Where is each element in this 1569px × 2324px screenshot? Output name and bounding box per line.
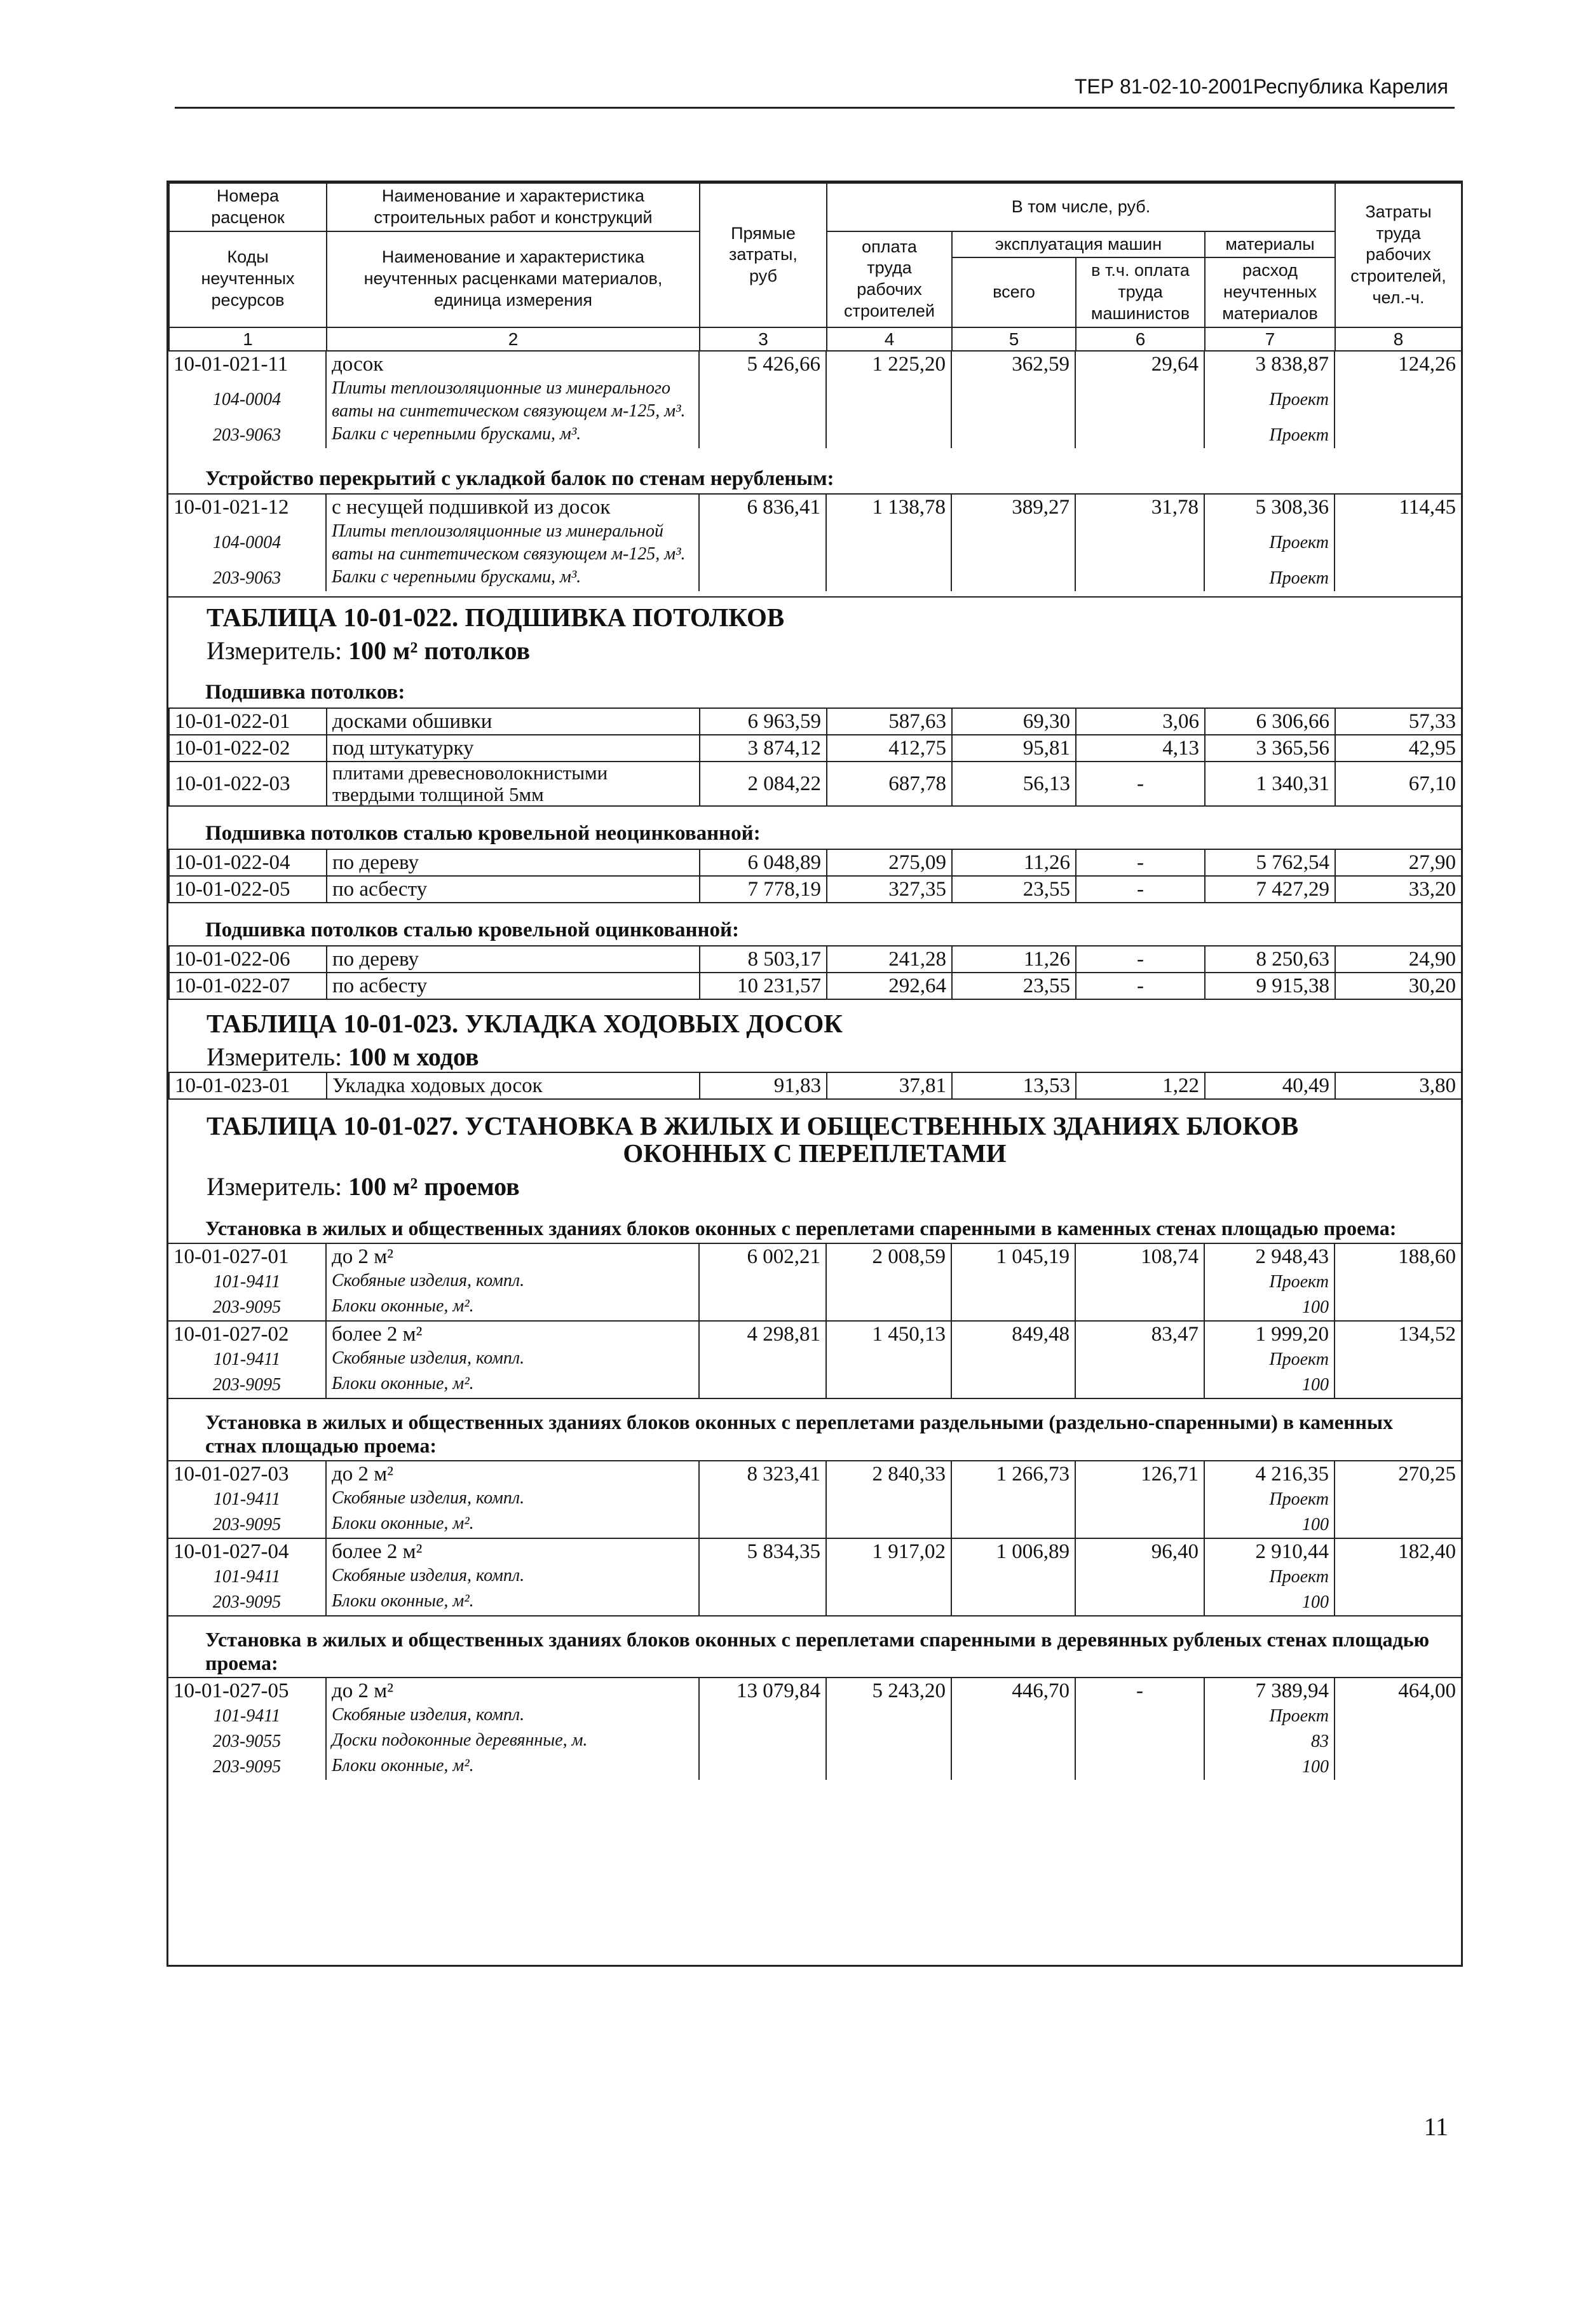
table-title: ТАБЛИЦА 10-01-022. ПОДШИВКА ПОТОЛКОВ bbox=[168, 596, 1461, 631]
materials-cost: 1 340,31 bbox=[1205, 762, 1335, 806]
machines-cost: 11,26 bbox=[952, 849, 1076, 876]
col1-bottom-header: Коды неучтенных ресурсов bbox=[169, 231, 327, 327]
material-value: 100 bbox=[1204, 1295, 1335, 1321]
col4-header: оплата труда рабочих строителей bbox=[827, 231, 952, 327]
resource-code: 203-9063 bbox=[212, 568, 282, 589]
col-number: 1 bbox=[169, 327, 327, 351]
resource-code: 203-9095 bbox=[212, 1297, 282, 1318]
table-row bbox=[168, 1321, 1461, 1347]
col3-header: Прямые затраты, руб bbox=[700, 183, 827, 327]
material-value: 100 bbox=[1204, 1372, 1335, 1398]
doc-code: ТЕР 81-02-10-2001 bbox=[1074, 75, 1253, 98]
table-row bbox=[168, 1461, 1461, 1487]
machinists-cost: - bbox=[1076, 946, 1205, 973]
material-row bbox=[168, 1269, 1461, 1295]
rows-022-group3 bbox=[168, 945, 1462, 1000]
labor-cost: 2 840,33 bbox=[826, 1461, 951, 1487]
meter-line bbox=[207, 636, 1461, 666]
rate-code: 10-01-027-02 bbox=[173, 1323, 289, 1346]
labor-cost: 1 138,78 bbox=[826, 494, 951, 520]
material-row bbox=[168, 423, 1461, 448]
rate-code: 10-01-022-03 bbox=[169, 762, 327, 806]
material-name: Скобяные изделия, компл. bbox=[326, 1564, 699, 1590]
machines-cost: 1 266,73 bbox=[951, 1461, 1075, 1487]
materials-cost: 6 306,66 bbox=[1205, 708, 1335, 735]
col8-header: Затраты труда рабочих строителей, чел.-ч. bbox=[1335, 183, 1462, 327]
col-number: 5 bbox=[952, 327, 1076, 351]
material-value: 100 bbox=[1204, 1590, 1335, 1615]
machines-cost: 1 006,89 bbox=[951, 1538, 1075, 1564]
rate-name: более 2 м² bbox=[326, 1538, 699, 1564]
meter-label: Измеритель: bbox=[207, 636, 343, 666]
rates-table bbox=[166, 181, 1463, 1967]
group-title: Устройство перекрытий с укладкой балок по стенам нерубленым: bbox=[205, 467, 834, 490]
rate-code: 10-01-022-06 bbox=[169, 946, 327, 973]
col-number: 4 bbox=[827, 327, 952, 351]
machines-cost: 23,55 bbox=[952, 876, 1076, 903]
group-title: Установка в жилых и общественных зданиях блоков оконных с переплетами раздельными (раздельно-спаренными) в каменных стнах площадью проема: bbox=[168, 1398, 1461, 1460]
material-value: Проект bbox=[1204, 566, 1335, 591]
resource-code: 104-0004 bbox=[212, 533, 282, 553]
table-row bbox=[168, 1538, 1461, 1564]
labor-hours: 24,90 bbox=[1335, 946, 1462, 973]
col-number: 3 bbox=[700, 327, 827, 351]
machines-cost: 849,48 bbox=[951, 1321, 1075, 1347]
materials-cost: 9 915,38 bbox=[1205, 973, 1335, 999]
material-row bbox=[168, 1372, 1461, 1398]
machines-cost: 1 045,19 bbox=[951, 1243, 1075, 1269]
rate-code: 10-01-027-04 bbox=[173, 1540, 289, 1563]
material-row bbox=[168, 1295, 1461, 1321]
labor-hours: 270,25 bbox=[1335, 1461, 1461, 1487]
direct-cost: 6 963,59 bbox=[700, 708, 827, 735]
rate-name: по дереву bbox=[327, 946, 700, 973]
material-value: Проект bbox=[1204, 1704, 1335, 1729]
direct-cost: 3 874,12 bbox=[700, 735, 827, 762]
meter-line bbox=[207, 1042, 1461, 1072]
direct-cost: 8 323,41 bbox=[699, 1461, 826, 1487]
table-row bbox=[169, 1072, 1462, 1099]
group-title: Установка в жилых и общественных зданиях блоков оконных с переплетами спаренными в деревянных рубленых стенах площадью проема: bbox=[168, 1615, 1461, 1678]
machines-cost: 389,27 bbox=[951, 494, 1075, 520]
material-row bbox=[168, 566, 1461, 591]
table-row bbox=[168, 352, 1461, 377]
labor-cost: 412,75 bbox=[827, 735, 952, 762]
group-title: Подшивка потолков сталью кровельной неоцинкованной: bbox=[205, 822, 761, 845]
rate-code: 10-01-022-04 bbox=[169, 849, 327, 876]
material-name: Скобяные изделия, компл. bbox=[326, 1347, 699, 1372]
labor-hours: 464,00 bbox=[1335, 1678, 1461, 1704]
machinists-cost: - bbox=[1076, 762, 1205, 806]
material-name: Плиты теплоизоляционные из минерального ваты на синтетическом связующем м-125, м³. bbox=[326, 377, 699, 423]
direct-cost: 10 231,57 bbox=[700, 973, 827, 999]
labor-cost: 37,81 bbox=[827, 1072, 952, 1099]
col2-top-header: Наименование и характеристика строительных работ и конструкций bbox=[327, 183, 700, 231]
machinists-cost: - bbox=[1075, 1678, 1204, 1704]
meter-label: Измеритель: bbox=[207, 1042, 343, 1072]
labor-hours: 114,45 bbox=[1335, 494, 1461, 520]
resource-code: 203-9095 bbox=[212, 1757, 282, 1777]
rate-name: по асбесту bbox=[327, 876, 700, 903]
material-value: Проект bbox=[1204, 423, 1335, 448]
material-name: Доски подоконные деревянные, м. bbox=[326, 1729, 699, 1754]
rate-code: 10-01-021-11 bbox=[173, 352, 289, 376]
meter-value: 100 м² проемов bbox=[348, 1172, 520, 1201]
material-row bbox=[168, 1754, 1461, 1780]
labor-hours: 124,26 bbox=[1335, 352, 1461, 377]
material-row bbox=[168, 1590, 1461, 1615]
resource-code: 101-9411 bbox=[213, 1489, 281, 1509]
table-row bbox=[168, 494, 1461, 520]
rows-027-group3 bbox=[168, 1677, 1461, 1780]
labor-hours: 30,20 bbox=[1335, 973, 1462, 999]
table-row bbox=[169, 849, 1462, 876]
region-name: Республика Карелия bbox=[1253, 75, 1448, 98]
table-title: ТАБЛИЦА 10-01-027. УСТАНОВКА В ЖИЛЫХ И ОБЩЕСТВЕННЫХ ЗДАНИЯХ БЛОКОВ bbox=[207, 1111, 1299, 1141]
rate-code: 10-01-027-01 bbox=[173, 1245, 289, 1269]
table-title-line2: ОКОННЫХ С ПЕРЕПЛЕТАМИ bbox=[623, 1138, 1007, 1168]
material-value: Проект bbox=[1204, 1269, 1335, 1295]
machinists-cost: - bbox=[1076, 849, 1205, 876]
machines-cost: 362,59 bbox=[951, 352, 1075, 377]
rows-022-group1 bbox=[168, 707, 1462, 807]
rate-name: досками обшивки bbox=[327, 708, 700, 735]
table-header bbox=[168, 182, 1462, 352]
material-value: Проект bbox=[1204, 1564, 1335, 1590]
labor-hours: 67,10 bbox=[1335, 762, 1462, 806]
labor-cost: 687,78 bbox=[827, 762, 952, 806]
labor-cost: 587,63 bbox=[827, 708, 952, 735]
machinists-cost: 96,40 bbox=[1075, 1538, 1204, 1564]
material-name: Скобяные изделия, компл. bbox=[326, 1269, 699, 1295]
group-title: Подшивка потолков: bbox=[205, 681, 405, 704]
material-name: Скобяные изделия, компл. bbox=[326, 1704, 699, 1729]
rate-name: до 2 м² bbox=[326, 1461, 699, 1487]
labor-cost: 292,64 bbox=[827, 973, 952, 999]
table-title: ТАБЛИЦА 10-01-023. УКЛАДКА ХОДОВЫХ ДОСОК bbox=[207, 1009, 843, 1039]
labor-hours: 182,40 bbox=[1335, 1538, 1461, 1564]
material-value: Проект bbox=[1204, 377, 1335, 423]
rate-name: по дереву bbox=[327, 849, 700, 876]
running-header bbox=[1075, 75, 1448, 99]
meter-line bbox=[207, 1172, 1461, 1201]
machines-cost: 95,81 bbox=[952, 735, 1076, 762]
material-value: 83 bbox=[1204, 1729, 1335, 1754]
resource-code: 203-9095 bbox=[212, 1592, 282, 1612]
material-name: Блоки оконные, м². bbox=[326, 1512, 699, 1538]
table-row bbox=[168, 1678, 1461, 1704]
machines-cost: 11,26 bbox=[952, 946, 1076, 973]
col-number: 8 bbox=[1335, 327, 1462, 351]
rate-name: Укладка ходовых досок bbox=[327, 1072, 700, 1099]
rate-name: более 2 м² bbox=[326, 1321, 699, 1347]
direct-cost: 6 836,41 bbox=[699, 494, 826, 520]
materials-cost: 4 216,35 bbox=[1204, 1461, 1335, 1487]
rate-name: с несущей подшивкой из досок bbox=[326, 494, 699, 520]
material-name: Блоки оконные, м². bbox=[326, 1754, 699, 1780]
labor-cost: 1 450,13 bbox=[826, 1321, 951, 1347]
machinists-cost: 4,13 bbox=[1076, 735, 1205, 762]
col-number: 7 bbox=[1205, 327, 1335, 351]
machinists-cost: - bbox=[1076, 876, 1205, 903]
material-name: Плиты теплоизоляционные из минеральной ваты на синтетическом связующем м-125, м³. bbox=[326, 520, 699, 566]
machinists-cost: 3,06 bbox=[1076, 708, 1205, 735]
rate-block-021-12 bbox=[168, 493, 1461, 591]
labor-hours: 188,60 bbox=[1335, 1243, 1461, 1269]
material-name: Блоки оконные, м². bbox=[326, 1295, 699, 1321]
col-number: 2 bbox=[327, 327, 700, 351]
rows-027-group1 bbox=[168, 1243, 1461, 1398]
direct-cost: 5 834,35 bbox=[699, 1538, 826, 1564]
material-row bbox=[168, 1729, 1461, 1754]
direct-cost: 91,83 bbox=[700, 1072, 827, 1099]
meter-value: 100 м ходов bbox=[348, 1042, 479, 1072]
machines-cost: 13,53 bbox=[952, 1072, 1076, 1099]
material-name: Скобяные изделия, компл. bbox=[326, 1487, 699, 1512]
material-value: Проект bbox=[1204, 520, 1335, 566]
meter-value: 100 м² потолков bbox=[348, 636, 531, 666]
col7-header: расход неучтенных материалов bbox=[1205, 257, 1335, 327]
table-row bbox=[169, 973, 1462, 999]
machinists-cost: 83,47 bbox=[1075, 1321, 1204, 1347]
material-value: Проект bbox=[1204, 1347, 1335, 1372]
col-number: 6 bbox=[1076, 327, 1205, 351]
direct-cost: 5 426,66 bbox=[699, 352, 826, 377]
group-title: Установка в жилых и общественных зданиях блоков оконных с переплетами спаренными в каменных стенах площадью проема: bbox=[205, 1217, 1397, 1240]
materials-cost: 1 999,20 bbox=[1204, 1321, 1335, 1347]
material-row bbox=[168, 1512, 1461, 1538]
materials-header: материалы bbox=[1205, 231, 1335, 258]
col6-header: в т.ч. оплата труда машинистов bbox=[1076, 257, 1205, 327]
material-name: Балки с черепными брусками, м³. bbox=[326, 566, 699, 591]
materials-cost: 5 762,54 bbox=[1205, 849, 1335, 876]
table-row bbox=[169, 876, 1462, 903]
material-row bbox=[168, 377, 1461, 423]
rate-code: 10-01-023-01 bbox=[169, 1072, 327, 1099]
materials-cost: 2 910,44 bbox=[1204, 1538, 1335, 1564]
material-name: Блоки оконные, м². bbox=[326, 1590, 699, 1615]
meter-label: Измеритель: bbox=[207, 1172, 343, 1201]
resource-code: 101-9411 bbox=[213, 1706, 281, 1726]
machinists-cost: 126,71 bbox=[1075, 1461, 1204, 1487]
material-name: Балки с черепными брусками, м³. bbox=[326, 423, 699, 448]
labor-cost: 327,35 bbox=[827, 876, 952, 903]
rate-code: 10-01-027-05 bbox=[173, 1679, 289, 1703]
labor-cost: 241,28 bbox=[827, 946, 952, 973]
machinists-cost: 29,64 bbox=[1075, 352, 1204, 377]
material-value: 100 bbox=[1204, 1512, 1335, 1538]
labor-cost: 2 008,59 bbox=[826, 1243, 951, 1269]
machines-cost: 23,55 bbox=[952, 973, 1076, 999]
rows-022-group2 bbox=[168, 849, 1462, 903]
including-header: В том числе, руб. bbox=[827, 183, 1335, 231]
rows-027-group2 bbox=[168, 1460, 1461, 1615]
direct-cost: 13 079,84 bbox=[699, 1678, 826, 1704]
rate-name: по асбесту bbox=[327, 973, 700, 999]
direct-cost: 4 298,81 bbox=[699, 1321, 826, 1347]
materials-cost: 7 389,94 bbox=[1204, 1678, 1335, 1704]
table-row bbox=[168, 1243, 1461, 1269]
machinists-cost: 108,74 bbox=[1075, 1243, 1204, 1269]
table-row bbox=[169, 735, 1462, 762]
table-row bbox=[169, 762, 1462, 806]
group-title: Подшивка потолков сталью кровельной оцинкованной: bbox=[205, 919, 740, 942]
direct-cost: 2 084,22 bbox=[700, 762, 827, 806]
labor-cost: 275,09 bbox=[827, 849, 952, 876]
rate-name: до 2 м² bbox=[326, 1678, 699, 1704]
materials-cost: 2 948,43 bbox=[1204, 1243, 1335, 1269]
materials-cost: 8 250,63 bbox=[1205, 946, 1335, 973]
resource-code: 203-9095 bbox=[212, 1375, 282, 1395]
materials-cost: 5 308,36 bbox=[1204, 494, 1335, 520]
labor-hours: 3,80 bbox=[1335, 1072, 1462, 1099]
material-value: 100 bbox=[1204, 1754, 1335, 1780]
resource-code: 104-0004 bbox=[212, 389, 282, 409]
material-row bbox=[168, 1564, 1461, 1590]
rate-name: плитами древесноволокнистыми твердыми толщиной 5мм bbox=[327, 762, 700, 806]
machinists-cost: - bbox=[1076, 973, 1205, 999]
rate-name: под штукатурку bbox=[327, 735, 700, 762]
table-row bbox=[169, 708, 1462, 735]
rate-code: 10-01-022-07 bbox=[169, 973, 327, 999]
machines-cost: 446,70 bbox=[951, 1678, 1075, 1704]
machines-cost: 69,30 bbox=[952, 708, 1076, 735]
labor-cost: 1 225,20 bbox=[826, 352, 951, 377]
material-value: Проект bbox=[1204, 1487, 1335, 1512]
direct-cost: 6 048,89 bbox=[700, 849, 827, 876]
machines-header: эксплуатация машин bbox=[952, 231, 1205, 258]
resource-code: 101-9411 bbox=[213, 1350, 281, 1370]
resource-code: 203-9055 bbox=[212, 1732, 282, 1752]
rate-code: 10-01-022-05 bbox=[169, 876, 327, 903]
machinists-cost: 31,78 bbox=[1075, 494, 1204, 520]
col5-header: всего bbox=[952, 257, 1076, 327]
labor-cost: 5 243,20 bbox=[826, 1678, 951, 1704]
resource-code: 101-9411 bbox=[213, 1272, 281, 1292]
material-name: Блоки оконные, м². bbox=[326, 1372, 699, 1398]
resource-code: 101-9411 bbox=[213, 1566, 281, 1587]
table-row bbox=[169, 946, 1462, 973]
material-row bbox=[168, 1347, 1461, 1372]
rows-023 bbox=[168, 1072, 1462, 1100]
materials-cost: 40,49 bbox=[1205, 1072, 1335, 1099]
direct-cost: 7 778,19 bbox=[700, 876, 827, 903]
materials-cost: 3 838,87 bbox=[1204, 352, 1335, 377]
direct-cost: 6 002,21 bbox=[699, 1243, 826, 1269]
labor-cost: 1 917,02 bbox=[826, 1538, 951, 1564]
rate-code: 10-01-022-02 bbox=[169, 735, 327, 762]
col1-top-header: Номера расценок bbox=[169, 183, 327, 231]
materials-cost: 3 365,56 bbox=[1205, 735, 1335, 762]
page-number: 11 bbox=[1423, 2112, 1448, 2141]
header-rule bbox=[175, 107, 1455, 109]
rate-name: до 2 м² bbox=[326, 1243, 699, 1269]
machines-cost: 56,13 bbox=[952, 762, 1076, 806]
rate-name: досок bbox=[326, 352, 699, 377]
machinists-cost: 1,22 bbox=[1076, 1072, 1205, 1099]
material-row bbox=[168, 520, 1461, 566]
resource-code: 203-9063 bbox=[212, 425, 282, 445]
direct-cost: 8 503,17 bbox=[700, 946, 827, 973]
labor-hours: 42,95 bbox=[1335, 735, 1462, 762]
material-row bbox=[168, 1487, 1461, 1512]
rate-block-021-11 bbox=[168, 352, 1461, 448]
labor-hours: 134,52 bbox=[1335, 1321, 1461, 1347]
rate-code: 10-01-021-12 bbox=[173, 496, 289, 519]
labor-hours: 27,90 bbox=[1335, 849, 1462, 876]
labor-hours: 33,20 bbox=[1335, 876, 1462, 903]
rate-code: 10-01-022-01 bbox=[169, 708, 327, 735]
material-row bbox=[168, 1704, 1461, 1729]
labor-hours: 57,33 bbox=[1335, 708, 1462, 735]
resource-code: 203-9095 bbox=[212, 1514, 282, 1535]
rate-code: 10-01-027-03 bbox=[173, 1462, 289, 1486]
col2-bottom-header: Наименование и характеристика неучтенных расценками материалов, единица измерения bbox=[327, 231, 700, 327]
materials-cost: 7 427,29 bbox=[1205, 876, 1335, 903]
